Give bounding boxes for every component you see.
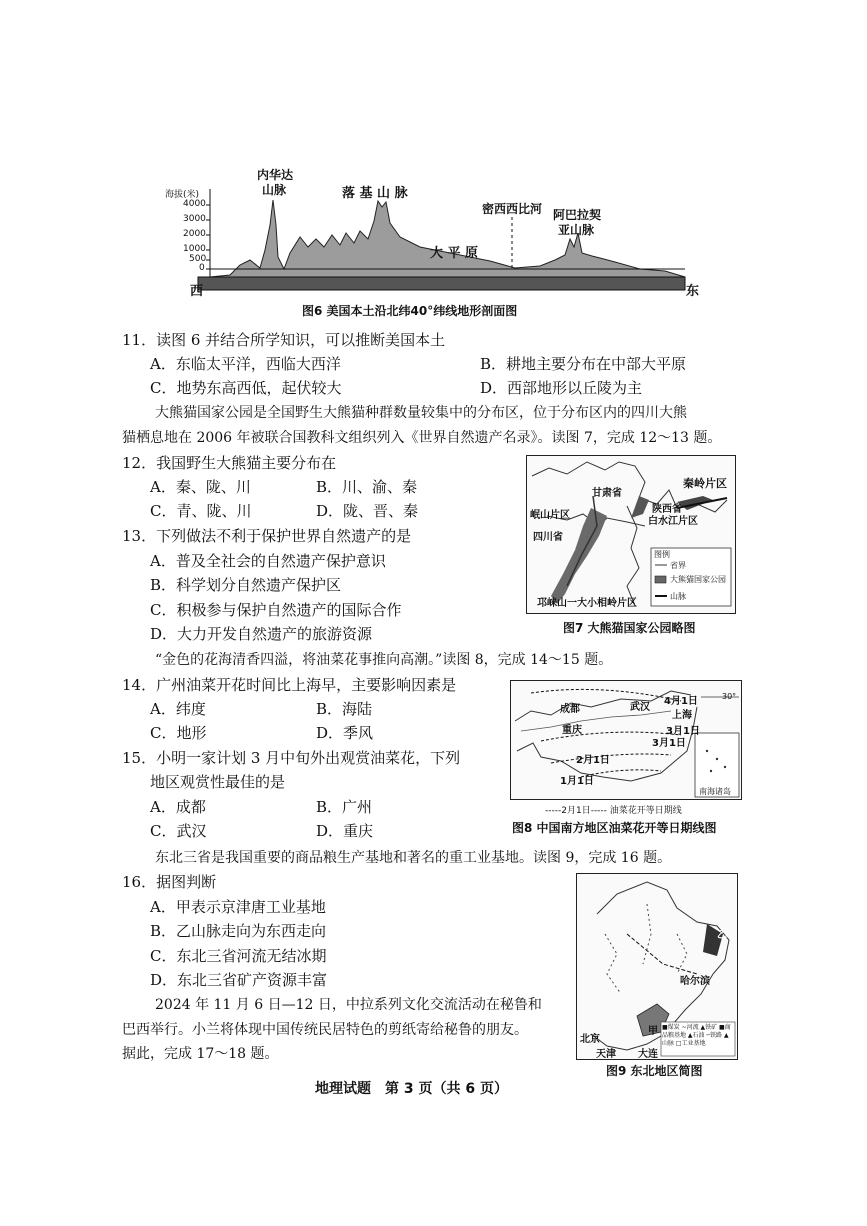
fig7-caption: 图7 大熊猫国家公园略图 bbox=[563, 621, 696, 635]
fig6-tick-4000: 4000 bbox=[183, 199, 206, 209]
fig7-shaanxi-label: 陕西省 bbox=[652, 504, 682, 515]
terrain-profile-svg bbox=[160, 165, 700, 305]
fig8-mar1a-label: 3月1日 bbox=[666, 726, 700, 737]
q13-stem: 13．下列做法不利于保护世界自然遗产的是 bbox=[122, 527, 412, 545]
fig8-shanghai-label: 上海 bbox=[672, 710, 692, 721]
q15-stem-line2: 地区观赏性最佳的是 bbox=[150, 773, 286, 791]
fig8-apr1-label: 4月1日 bbox=[664, 696, 698, 707]
intro-culture-1: 2024 年 11 月 6 日—12 日，中拉系列文化交流活动在秘鲁和 bbox=[155, 997, 542, 1013]
fig7-legend-border: 省界 bbox=[670, 561, 686, 570]
q14-option-d: D．季风 bbox=[316, 724, 374, 742]
q16-option-b: B．乙山脉走向为东西走向 bbox=[150, 922, 327, 940]
fig9-legend: ■煤炭 ~河流 ▲铁矿 ■商品粮基地 ▲石油 ─铁路 ▲山脉 □工业基地 bbox=[662, 1024, 731, 1047]
q16-option-d: D．东北三省矿产资源丰富 bbox=[150, 971, 328, 989]
intro-northeast: 东北三省是我国重要的商品粮生产基地和著名的重工业基地。读图 9，完成 16 题。 bbox=[155, 850, 672, 866]
fig7-minshan-label: 岷山片区 bbox=[530, 510, 570, 521]
q11-stem: 11．读图 6 并结合所学知识，可以推断美国本土 bbox=[122, 331, 446, 349]
west-label: 西 bbox=[190, 284, 204, 299]
fig6-caption: 图6 美国本土沿北纬40°纬线地形剖面图 bbox=[302, 304, 518, 318]
q15-option-a: A．成都 bbox=[150, 798, 206, 816]
fig8-chongqing-label: 重庆 bbox=[562, 725, 582, 736]
fig7-qinling-label: 秦岭片区 bbox=[683, 477, 727, 490]
terrain-silhouette bbox=[210, 200, 685, 277]
fig7-legend-park: 大熊猫国家公园 bbox=[670, 575, 726, 584]
fig9-tianjin-label: 天津 bbox=[596, 1049, 616, 1060]
fig7-qionglai-label: 邛崃山一大小相岭片区 bbox=[537, 598, 637, 609]
q16-stem: 16．据图判断 bbox=[122, 873, 217, 891]
nevada-label: 内华达 bbox=[257, 168, 294, 182]
q11-option-b: B．耕地主要分布在中部大平原 bbox=[480, 355, 687, 373]
fig6-tick-2000: 2000 bbox=[183, 229, 206, 239]
q13-option-d: D．大力开发自然遗产的旅游资源 bbox=[150, 625, 373, 643]
fig8-map-svg bbox=[511, 681, 741, 799]
q13-option-a: A．普及全社会的自然遗产保护意识 bbox=[150, 552, 386, 570]
mississippi-label: 密西西比河 bbox=[482, 202, 543, 216]
q14-stem: 14．广州油菜开花时间比上海早，主要影响因素是 bbox=[122, 676, 457, 694]
fig8-map bbox=[510, 680, 742, 800]
appalachian-label-2: 亚山脉 bbox=[558, 223, 595, 237]
fig7-legend-title: 图例 bbox=[654, 550, 670, 559]
plain-label: 大 平 原 bbox=[430, 246, 479, 261]
fig8-legend: -----2月1日----- 油菜花开等日期线 bbox=[545, 806, 682, 816]
q14-option-c: C．地形 bbox=[150, 724, 207, 742]
q12-option-d: D．陇、晋、秦 bbox=[316, 502, 419, 520]
fig7-baishui-label: 白水江片区 bbox=[648, 516, 698, 527]
fig8-wuhan-label: 武汉 bbox=[630, 702, 650, 713]
fig7-sichuan-label: 四川省 bbox=[533, 532, 563, 543]
east-label: 东 bbox=[686, 284, 700, 299]
q15-option-c: C．武汉 bbox=[150, 822, 207, 840]
q16-option-a: A．甲表示京津唐工业基地 bbox=[150, 898, 326, 916]
fig8-caption: 图8 中国南方地区油菜花开等日期线图 bbox=[512, 821, 717, 835]
fig6-tick-0: 0 bbox=[199, 263, 205, 273]
q12-option-c: C．青、陇、川 bbox=[150, 502, 252, 520]
q11-option-d: D．西部地形以丘陵为主 bbox=[480, 379, 643, 397]
fig9-jia-label: 甲 bbox=[648, 1026, 658, 1037]
fig8-jan1-label: 1月1日 bbox=[560, 776, 594, 787]
fig9-yi-label: 乙 bbox=[717, 930, 727, 941]
q15-stem-line1: 15．小明一家计划 3 月中旬外出观赏油菜花，下列 bbox=[122, 749, 461, 767]
fig8-nanhai-label: 南海诸岛 bbox=[699, 787, 731, 796]
q12-option-a: A．秦、陇、川 bbox=[150, 478, 251, 496]
fig7-legend-mountain: 山脉 bbox=[670, 592, 686, 601]
fig8-chengdu-label: 成都 bbox=[560, 704, 580, 715]
appalachian-label: 阿巴拉契 bbox=[553, 208, 602, 222]
q12-option-b: B．川、渝、秦 bbox=[316, 478, 418, 496]
q13-option-b: B．科学划分自然遗产保护区 bbox=[150, 576, 342, 594]
fig8-feb1-label: 2月1日 bbox=[576, 755, 610, 766]
q11-option-c: C．地势东高西低，起伏较大 bbox=[150, 379, 342, 397]
fig8-mar1b-label: 3月1日 bbox=[652, 738, 686, 749]
intro-panda-2: 猫栖息地在 2006 年被联合国教科文组织列入《世界自然遗产名录》。读图 7，完成 12～13 题。 bbox=[122, 430, 722, 446]
fig9-harbin-label: 哈尔滨 bbox=[680, 976, 710, 987]
q14-option-a: A．纬度 bbox=[150, 700, 206, 718]
fig6-y-label: 海拔(米) bbox=[165, 190, 200, 200]
fig8-lat30-label: 30° bbox=[722, 692, 737, 701]
intro-panda-1: 大熊猫国家公园是全国野生大熊猫种群数量较集中的分布区，位于分布区内的四川大熊 bbox=[155, 405, 687, 421]
nevada-label-2: 山脉 bbox=[262, 183, 287, 197]
fig6-tick-1000: 1000 bbox=[183, 244, 206, 254]
q11-option-a: A．东临太平洋，西临大西洋 bbox=[150, 355, 341, 373]
fig6-tick-3000: 3000 bbox=[183, 214, 206, 224]
rocky-label: 落 基 山 脉 bbox=[342, 186, 408, 201]
fig6-profile bbox=[160, 165, 700, 305]
page-footer: 地理试题 第 3 页（共 6 页） bbox=[315, 1081, 508, 1097]
q14-option-b: B．海陆 bbox=[316, 700, 373, 718]
q15-option-d: D．重庆 bbox=[316, 822, 374, 840]
intro-culture-3: 据此，完成 17～18 题。 bbox=[122, 1046, 279, 1062]
intro-rapeseed: “金色的花海清香四溢，将油菜花事推向高潮。”读图 8，完成 14～15 题。 bbox=[155, 652, 613, 668]
intro-culture-2: 巴西举行。小兰将体现中国传统民居特色的剪纸寄给秘鲁的朋友。 bbox=[122, 1022, 528, 1038]
fig6-tick-500: 500 bbox=[189, 254, 207, 264]
fig7-gansu-label: 甘肃省 bbox=[592, 488, 622, 499]
q16-option-c: C．东北三省河流无结冰期 bbox=[150, 947, 327, 965]
q12-stem: 12．我国野生大熊猫主要分布在 bbox=[122, 454, 337, 472]
fig9-dalian-label: 大连 bbox=[638, 1049, 658, 1060]
q15-option-b: B．广州 bbox=[316, 798, 373, 816]
q13-option-c: C．积极参与保护自然遗产的国际合作 bbox=[150, 601, 402, 619]
fig9-caption: 图9 东北地区简图 bbox=[606, 1064, 703, 1078]
fig9-beijing-label: 北京 bbox=[580, 1034, 600, 1045]
